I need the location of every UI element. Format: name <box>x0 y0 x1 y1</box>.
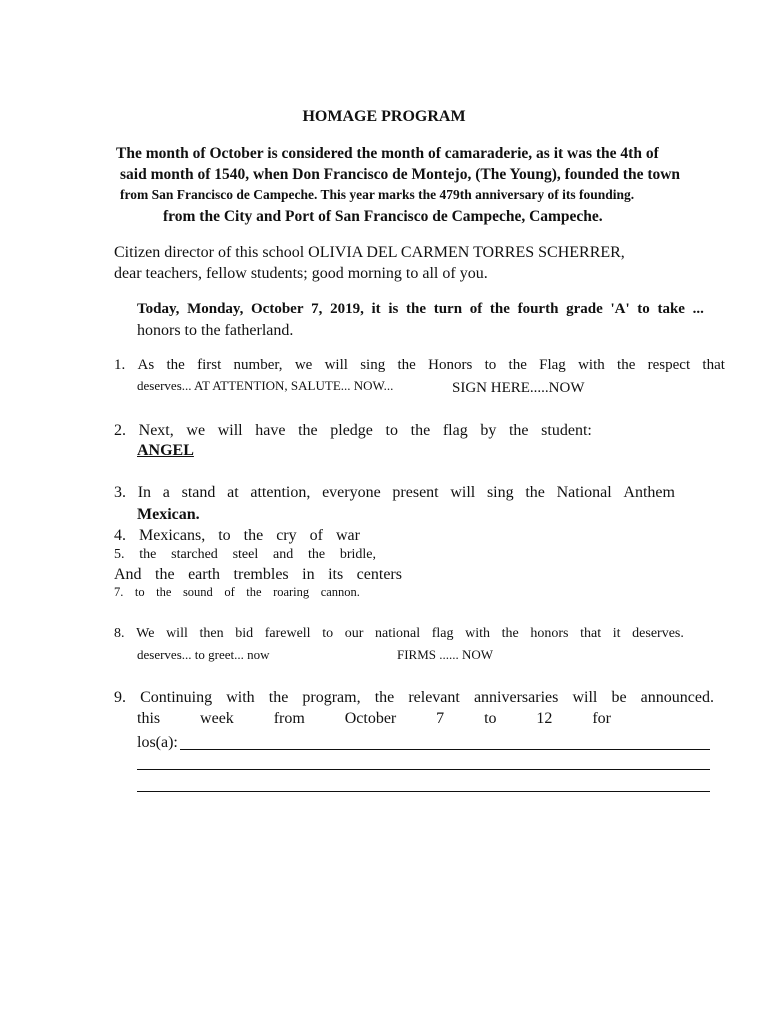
item-9-line-2 <box>137 710 611 728</box>
word: have <box>255 422 286 439</box>
item-9-line-3-label: los(a): <box>137 734 178 751</box>
word: the <box>525 484 545 501</box>
blank-fill-line-3 <box>137 791 710 792</box>
word: with <box>465 626 491 641</box>
word: to <box>484 710 497 727</box>
word: cry <box>276 527 297 544</box>
word: this <box>137 710 161 727</box>
item-3-line-2: Mexican. <box>137 506 200 523</box>
word: 12 <box>536 710 553 727</box>
today-line-1 <box>137 301 704 318</box>
word: war <box>335 527 360 544</box>
word: will <box>217 422 243 439</box>
word: it <box>371 301 381 317</box>
blank-fill-line-1 <box>180 749 710 750</box>
word: the <box>268 689 289 706</box>
word: turn <box>433 301 463 317</box>
word: the <box>374 689 395 706</box>
word: bridle, <box>339 547 376 562</box>
word: everyone <box>322 484 381 501</box>
word: to <box>218 527 231 544</box>
word: the <box>617 357 636 373</box>
today-line-2: honors to the fatherland. <box>137 322 294 339</box>
word: 5. <box>114 547 125 562</box>
word: ... <box>692 301 704 317</box>
word: 3. <box>114 484 126 501</box>
word: to <box>385 422 398 439</box>
word: centers <box>356 566 402 583</box>
word: National <box>556 484 612 501</box>
word: Next, <box>138 422 174 439</box>
item-3-line-1 <box>114 484 675 502</box>
word: the <box>139 547 157 562</box>
word: steel <box>232 547 259 562</box>
word: the <box>501 626 519 641</box>
anthem-verse-5 <box>114 547 376 563</box>
word: our <box>344 626 364 641</box>
word: trembles <box>233 566 289 583</box>
item-1-subtext: deserves... AT ATTENTION, SALUTE... NOW... <box>137 378 394 393</box>
word: student: <box>541 422 592 439</box>
word: 7 <box>436 710 445 727</box>
word: Mexicans, <box>139 527 206 544</box>
word: from <box>273 710 305 727</box>
word: to <box>484 357 497 373</box>
word: sing <box>360 357 386 373</box>
word: a <box>162 484 170 501</box>
word: and <box>272 547 294 562</box>
greeting-line-1: Citizen director of this school OLIVIA DEL CARMEN TORRES SCHERRER, <box>114 244 625 261</box>
item-2-student-name: ANGEL <box>137 442 194 459</box>
word: will <box>324 357 348 373</box>
word: of <box>469 301 483 317</box>
word: to <box>322 626 334 641</box>
word: the <box>489 301 510 317</box>
word: at <box>227 484 239 501</box>
word: the <box>166 357 185 373</box>
intro-line-1: The month of October is considered the month of camaraderie, as it was the 4th of <box>116 145 659 162</box>
word: deserves. <box>632 626 684 641</box>
word: Honors <box>428 357 473 373</box>
word: anniversaries <box>473 689 559 706</box>
word: 2. <box>114 422 126 439</box>
item-2-line-1 <box>114 422 592 440</box>
word: Flag <box>539 357 566 373</box>
word: the <box>410 422 431 439</box>
word: in <box>302 566 315 583</box>
intro-line-4: from the City and Port of San Francisco de Campeche, Campeche. <box>163 208 603 225</box>
word: Monday, <box>187 301 244 317</box>
word: first <box>197 357 222 373</box>
word: cannon. <box>320 585 360 599</box>
word: Today, <box>137 301 180 317</box>
word: earth <box>188 566 221 583</box>
word: Continuing <box>140 689 213 706</box>
word: 7. <box>114 585 124 599</box>
word: the <box>246 585 262 599</box>
item-8-subtext: deserves... to greet... now <box>137 647 270 662</box>
word: 8. <box>114 626 125 641</box>
word: it <box>612 626 621 641</box>
word: take <box>657 301 685 317</box>
anthem-verse-4 <box>114 527 360 545</box>
word: 'A' <box>610 301 630 317</box>
word: October <box>344 710 397 727</box>
word: we <box>186 422 206 439</box>
word: by <box>480 422 497 439</box>
word: the <box>156 585 172 599</box>
word: its <box>328 566 344 583</box>
word: then <box>199 626 224 641</box>
word: the <box>298 422 318 439</box>
word: the <box>397 357 416 373</box>
word: the <box>155 566 175 583</box>
word: will <box>572 689 598 706</box>
item-1-sign-here: SIGN HERE.....NOW <box>452 380 585 396</box>
word: the <box>508 357 527 373</box>
word: the <box>307 547 326 562</box>
word: In <box>137 484 152 501</box>
word: respect <box>647 357 691 373</box>
word: 9. <box>114 689 126 706</box>
word: the <box>508 422 529 439</box>
word: the <box>406 301 427 317</box>
intro-line-2: said month of 1540, when Don Francisco de Montejo, (The Young), founded the town <box>120 166 681 183</box>
word: number, <box>233 357 283 373</box>
word: starched <box>171 547 218 562</box>
item-8-firms: FIRMS ...... NOW <box>397 647 494 662</box>
document-title: HOMAGE PROGRAM <box>302 108 466 125</box>
word: 1. <box>114 357 126 373</box>
word: attention, <box>250 484 311 501</box>
word: 7, <box>311 301 323 317</box>
word: relevant <box>408 689 460 706</box>
word: fourth <box>517 301 559 317</box>
word: to <box>637 301 650 317</box>
greeting-line-2: dear teachers, fellow students; good morning to all of you. <box>114 265 488 282</box>
word: program, <box>302 689 361 706</box>
word: Anthem <box>623 484 675 501</box>
word: of <box>309 527 323 544</box>
word: 2019, <box>330 301 364 317</box>
item-9-line-1 <box>114 689 714 707</box>
item-8-line-1 <box>114 626 684 642</box>
word: will <box>166 626 188 641</box>
word: week <box>200 710 234 727</box>
word: flag <box>442 422 468 439</box>
word: As <box>137 357 155 373</box>
word: present <box>392 484 439 501</box>
word: that <box>580 626 602 641</box>
word: with <box>578 357 605 373</box>
word: flag <box>431 626 454 641</box>
word: with <box>226 689 255 706</box>
word: will <box>450 484 476 501</box>
word: 4. <box>114 527 126 544</box>
word: sing <box>486 484 514 501</box>
word: grade <box>566 301 603 317</box>
word: announced. <box>640 689 714 706</box>
word: bid <box>235 626 254 641</box>
word: pledge <box>330 422 373 439</box>
word: honors <box>530 626 569 641</box>
word: that <box>702 357 725 373</box>
word: national <box>375 626 421 641</box>
word: for <box>592 710 611 727</box>
word: is <box>388 301 399 317</box>
blank-fill-line-2 <box>137 769 710 770</box>
intro-line-3: from San Francisco de Campeche. This year marks the 479th anniversary of its founding. <box>120 187 635 202</box>
anthem-verse-6 <box>114 566 402 584</box>
word: October <box>251 301 304 317</box>
word: stand <box>181 484 216 501</box>
word: farewell <box>264 626 311 641</box>
word: we <box>294 357 313 373</box>
word: And <box>114 566 142 583</box>
word: We <box>136 626 155 641</box>
anthem-verse-7 <box>114 585 360 600</box>
word: of <box>224 585 235 599</box>
word: the <box>243 527 264 544</box>
word: sound <box>182 585 213 599</box>
item-1-line-1 <box>114 357 725 374</box>
word: roaring <box>273 585 310 599</box>
word: to <box>134 585 145 599</box>
word: be <box>611 689 627 706</box>
